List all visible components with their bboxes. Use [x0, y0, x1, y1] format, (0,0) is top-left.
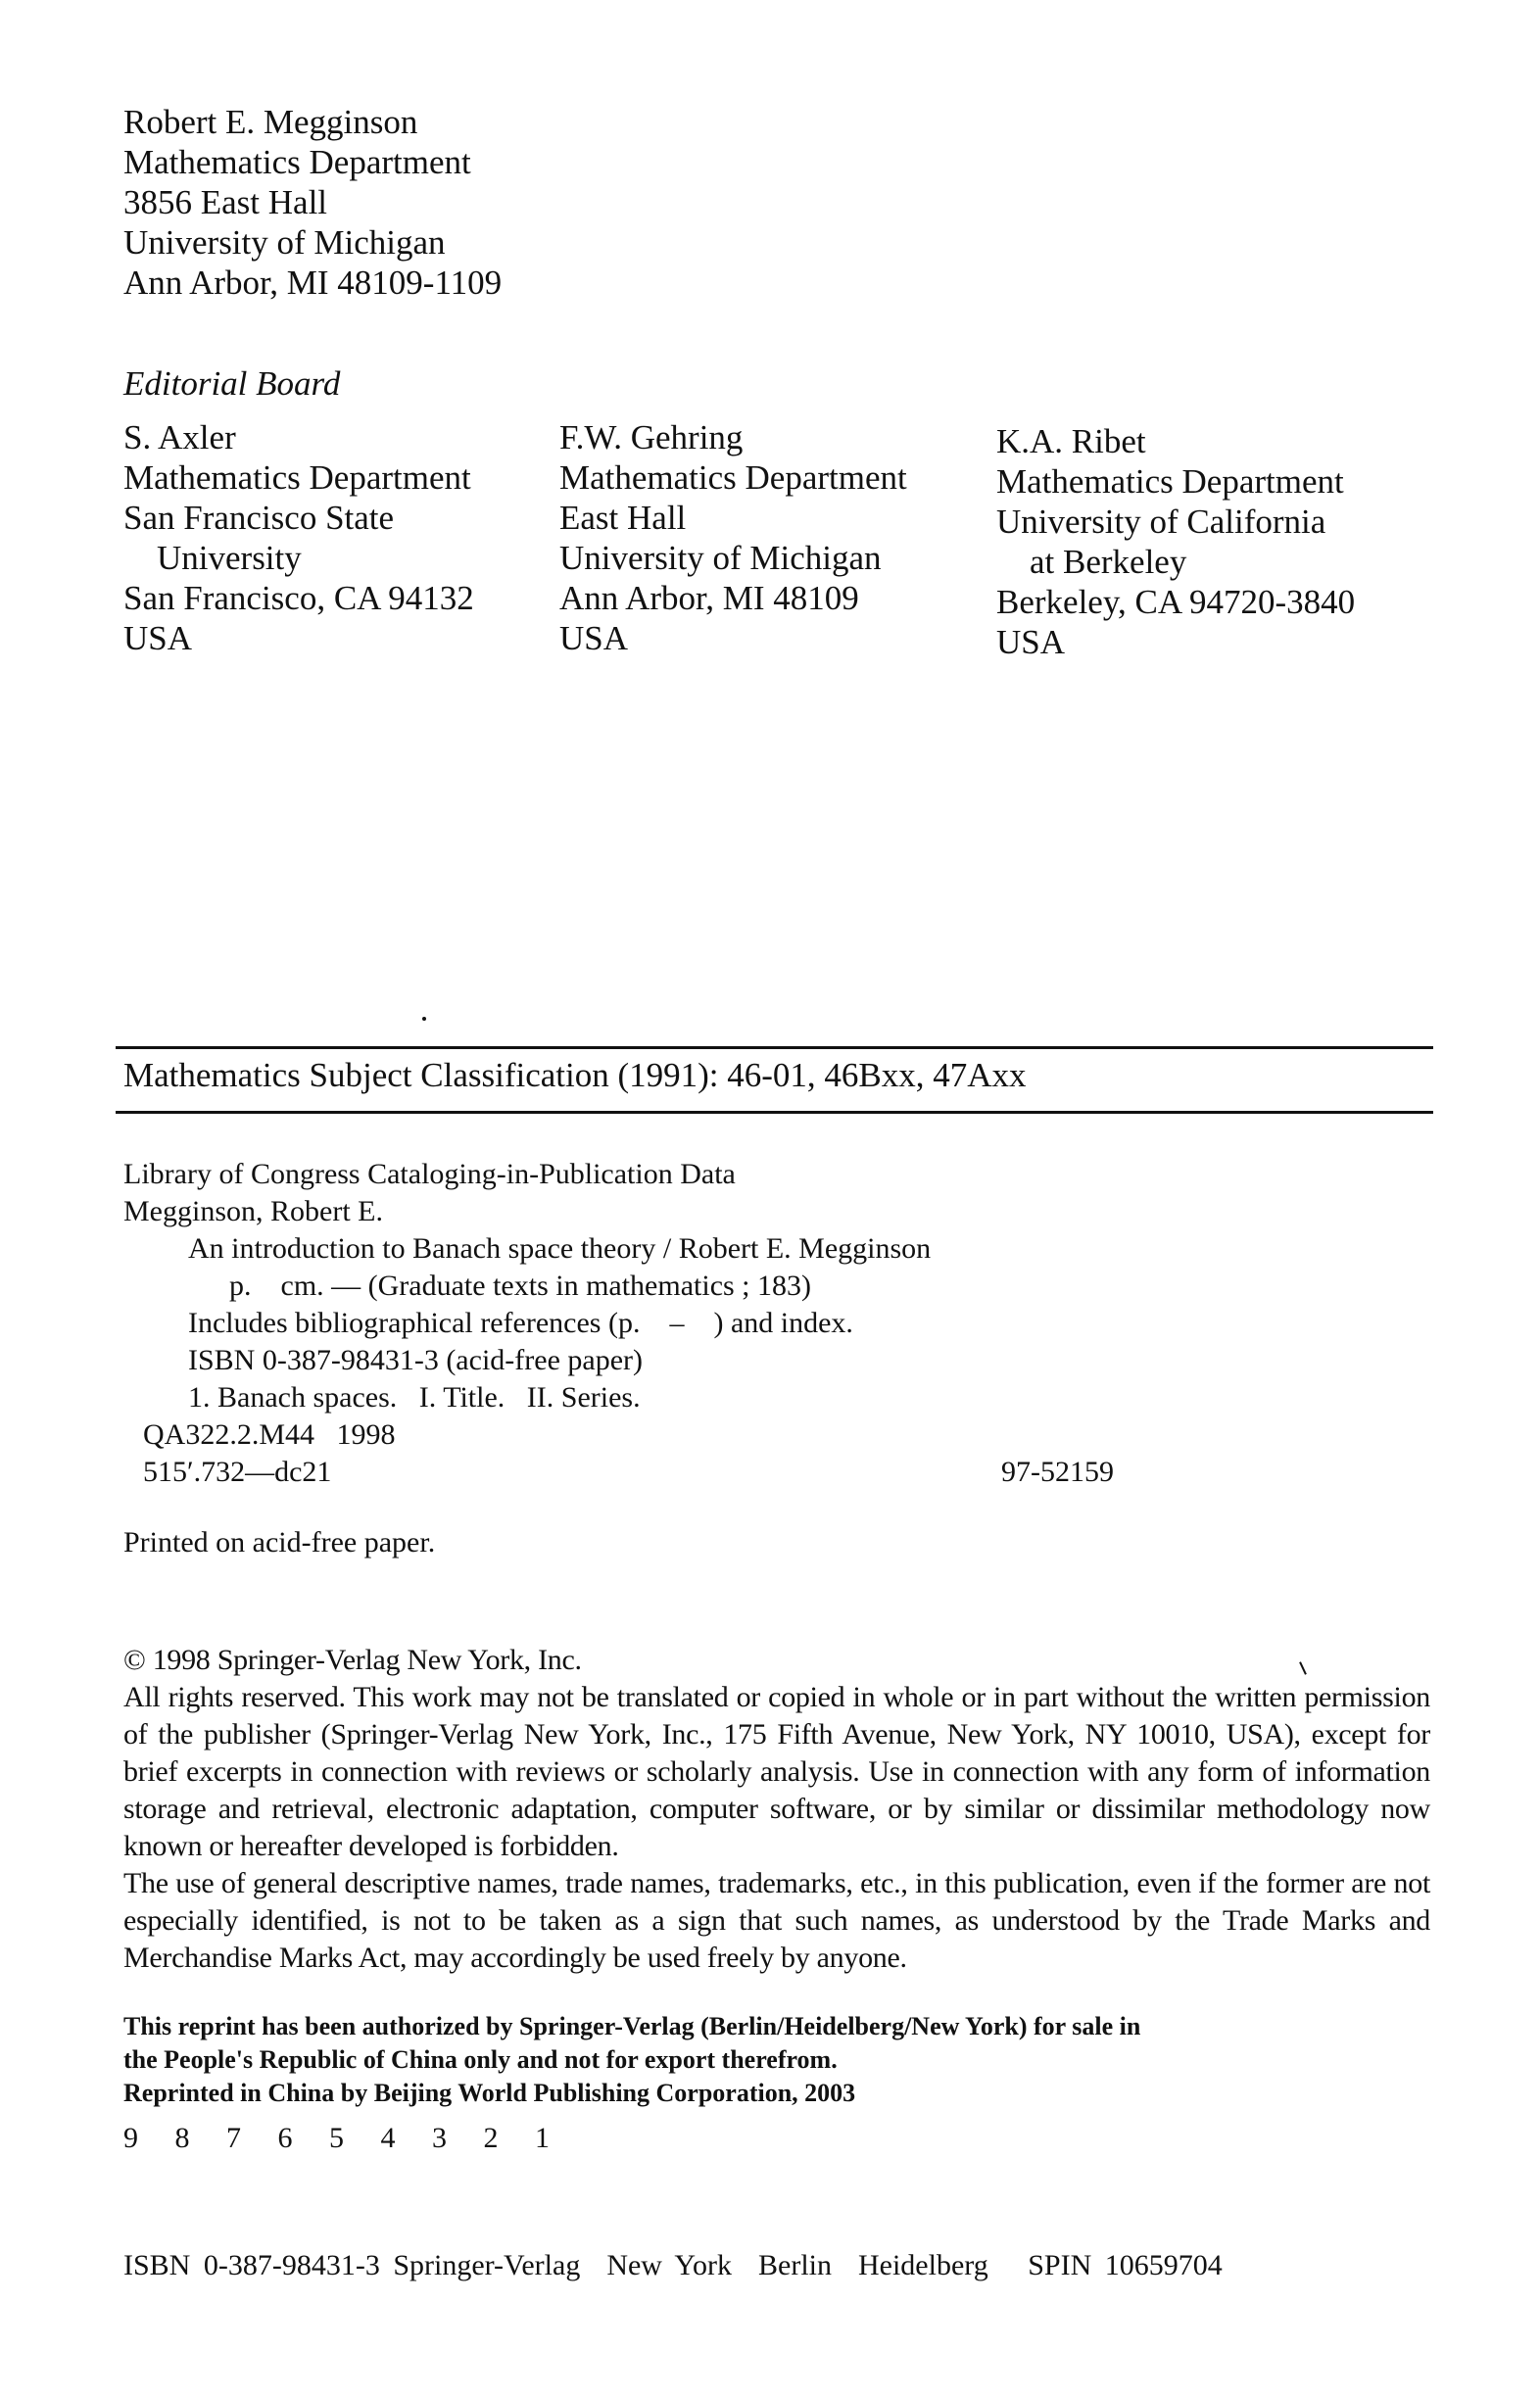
cip-title: An introduction to Banach space theory / Robert E. Megginson [188, 1232, 932, 1265]
cip-series: p. cm. — (Graduate texts in mathematics ; 183) [229, 1270, 812, 1302]
footer-isbn: ISBN 0-387-98431-3 Springer-Verlag New York Berlin Heidelberg SPIN 10659704 [123, 2249, 1223, 2281]
cip-author: Megginson, Robert E. [123, 1195, 383, 1227]
board-member-gehring [559, 417, 907, 658]
reprint-notice [123, 2010, 1430, 2110]
member-line: Ann Arbor, MI 48109 [559, 579, 859, 617]
subject-classification: Mathematics Subject Classification (1991): 46-01, 46Bxx, 47Axx [123, 1056, 1027, 1094]
cip-isbn: ISBN 0-387-98431-3 (acid-free paper) [188, 1344, 643, 1376]
member-line: San Francisco State [123, 499, 395, 537]
lower-section [123, 1642, 1430, 2284]
cip-lc-call-number: QA322.2.M44 1998 [143, 1418, 396, 1451]
member-line: USA [123, 619, 193, 657]
member-line: Mathematics Department [123, 458, 471, 497]
member-line: K.A. Ribet [996, 422, 1146, 460]
member-line: Mathematics Department [996, 462, 1344, 501]
address-line: 3856 East Hall [123, 183, 328, 221]
member-line: USA [996, 623, 1066, 661]
cip-data [123, 1156, 931, 1491]
member-line: F.W. Gehring [559, 418, 744, 456]
rights-paragraph: All rights reserved. This work may not be translated or copied in whole or in part without the written permission of the publisher (Springer-Verlag New York, Inc., 175 Fifth Avenue, New York, NY 10010, USA), except for brief excerpts in connection with reviews or scholarly analysis. Use in connection with any form of information storage and retrieval, electronic adaptation, computer software, or by similar or dissimilar methodology now known or hereafter developed is forbidden. [123, 1681, 1430, 1862]
cip-bibliography: Includes bibliographical references (p. – ) and index. [188, 1307, 853, 1339]
address-line: University of Michigan [123, 223, 446, 262]
editorial-board-title: Editorial Board [123, 364, 341, 403]
reprint-line: This reprint has been authorized by Springer-Verlag (Berlin/Heidelberg/New York) for sale in [123, 2012, 1141, 2040]
printing-line: 9 8 7 6 5 4 3 2 1 [123, 2122, 564, 2154]
cip-subjects: 1. Banach spaces. I. Title. II. Series. [188, 1381, 641, 1414]
member-line: at Berkeley [1030, 543, 1187, 581]
member-line: USA [559, 619, 629, 657]
stray-dot [422, 1017, 426, 1021]
author-address [123, 102, 502, 303]
member-line: Mathematics Department [559, 458, 907, 497]
member-line: East Hall [559, 499, 687, 537]
reprint-line: Reprinted in China by Beijing World Publishing Corporation, 2003 [123, 2079, 856, 2107]
printed-note: Printed on acid-free paper. [123, 1526, 436, 1559]
member-line: Berkeley, CA 94720-3840 [996, 583, 1356, 621]
member-line: San Francisco, CA 94132 [123, 579, 474, 617]
address-line: Mathematics Department [123, 143, 471, 181]
member-line: University of California [996, 503, 1326, 541]
member-line: University [157, 539, 302, 577]
board-member-axler [123, 417, 474, 658]
cip-heading: Library of Congress Cataloging-in-Publication Data [123, 1158, 736, 1190]
bottom-rule [116, 1111, 1433, 1114]
copyright-notice: © 1998 Springer-Verlag New York, Inc. [123, 1644, 582, 1676]
board-member-ribet [996, 421, 1355, 662]
address-line: Ann Arbor, MI 48109-1109 [123, 264, 503, 302]
address-line: Robert E. Megginson [123, 103, 418, 141]
trademarks-paragraph: The use of general descriptive names, trade names, trademarks, etc., in this publication, even if the former are not especially identified, is not to be taken as a sign that such names, as understood by the Trade Marks and Merchandise Marks Act, may accordingly be used freely by anyone. [123, 1867, 1430, 1974]
member-line: S. Axler [123, 418, 236, 456]
cip-dewey: 515′.732—dc21 [143, 1456, 332, 1488]
copyright-block [123, 1642, 1430, 1977]
cip-lccn: 97-52159 [1001, 1456, 1114, 1488]
member-line: University of Michigan [559, 539, 882, 577]
reprint-line: the People's Republic of China only and not for export therefrom. [123, 2045, 838, 2074]
top-rule [116, 1046, 1433, 1049]
